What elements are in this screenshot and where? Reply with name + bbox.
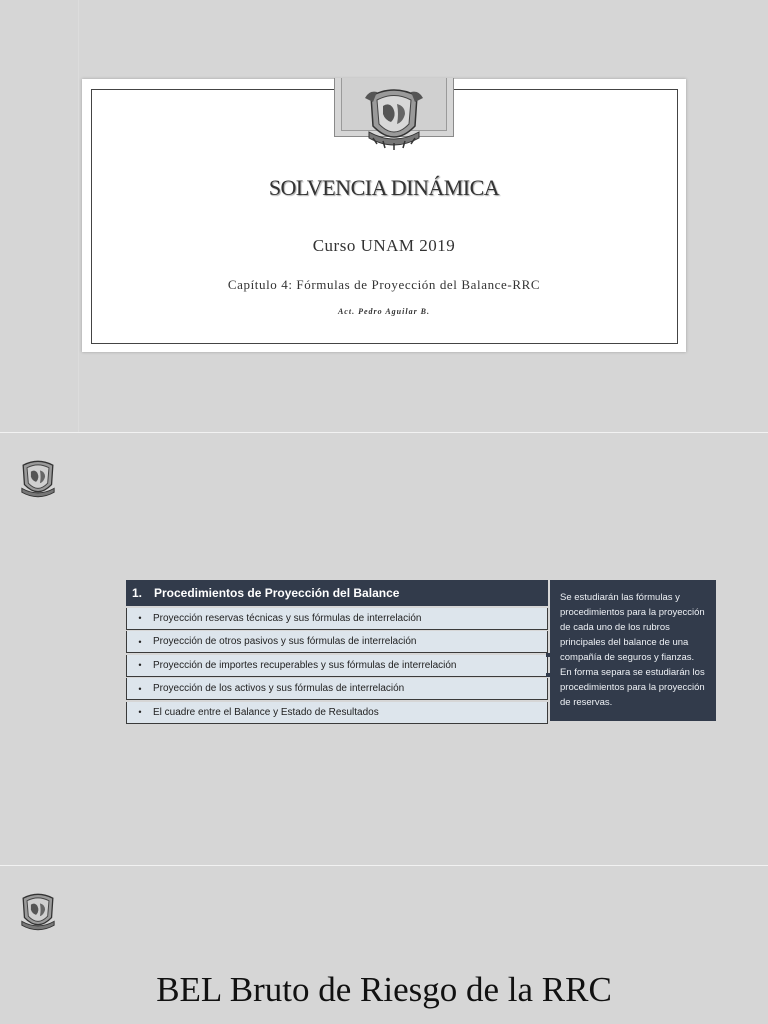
list-item xyxy=(126,702,548,724)
description-box: Se estudiarán las fórmulas y procedimientos para la proyección de cada uno de los rubros principales del balance de una compañía de seguros y fianzas. En forma separa se estudiarán los procedimientos para la proyección de reservas. xyxy=(550,580,716,721)
list-item xyxy=(126,655,548,677)
course-name: Curso UNAM 2019 xyxy=(312,236,456,255)
section-header xyxy=(126,580,548,606)
slide-guide-line xyxy=(78,0,79,432)
list-item-text: Proyección de los activos y sus fórmulas de interrelación xyxy=(153,683,405,694)
section-slide xyxy=(0,866,768,1024)
unam-crest-icon xyxy=(18,458,58,502)
bullet-icon: • xyxy=(138,636,142,647)
presentation-title: SOLVENCIA DINÁMICA xyxy=(268,175,500,200)
bullet-icon: • xyxy=(138,613,142,623)
title-card xyxy=(82,79,686,352)
list-item-text: El cuadre entre el Balance y Estado de Resultados xyxy=(153,706,379,718)
list-item xyxy=(126,608,548,630)
list-item xyxy=(126,631,548,653)
bullet-icon: • xyxy=(138,683,142,694)
procedures-list xyxy=(126,580,548,724)
section-title: Procedimientos de Proyección del Balance xyxy=(154,586,400,600)
list-item xyxy=(126,678,548,700)
list-item-text: Proyección reservas técnicas y sus fórmulas de interrelación xyxy=(153,612,422,624)
author-name: Act. Pedro Aguilar B. xyxy=(337,307,431,316)
unam-crest-icon xyxy=(18,891,58,935)
title-card-border xyxy=(91,89,678,344)
bullet-icon: • xyxy=(138,660,142,670)
list-item-text: Proyección de importes recuperables y sus fórmulas de interrelación xyxy=(153,659,457,671)
bullet-icon: • xyxy=(138,707,142,717)
seal-frame xyxy=(334,78,454,137)
chapter-title: Capítulo 4: Fórmulas de Proyección del Balance-RRC xyxy=(227,277,541,292)
agenda-slide xyxy=(0,433,768,865)
unam-crest-icon xyxy=(363,86,425,152)
slide-title: BEL Bruto de Riesgo de la RRC xyxy=(156,970,612,1009)
list-item-text: Proyección de otros pasivos y sus fórmulas de interrelación xyxy=(153,636,417,647)
section-number: 1. xyxy=(132,586,143,600)
title-slide xyxy=(0,0,768,432)
